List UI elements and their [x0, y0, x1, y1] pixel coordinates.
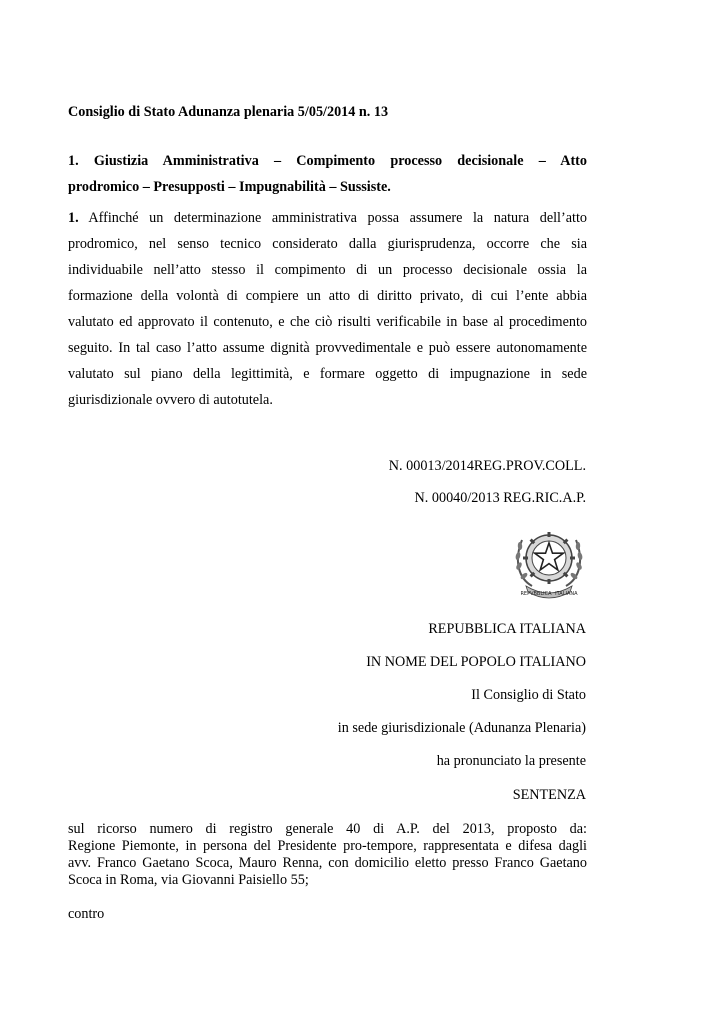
contro-label: contro — [68, 906, 105, 922]
heading-repubblica-italiana: REPUBBLICA ITALIANA — [428, 621, 586, 637]
massima-text-1: Affinché un determinazione amministrativa possa assumere la natura dell’atto — [88, 210, 587, 226]
heading-consiglio-di-stato: Il Consiglio di Stato — [471, 687, 586, 703]
ricorso-line-3: avv. Franco Gaetano Scoca, Mauro Renna, con domicilio eletto presso Franco Gaetano — [68, 855, 587, 871]
ricorso-line-4: Scoca in Roma, via Giovanni Paisiello 55; — [68, 872, 309, 888]
massima-paragraph-line-1 — [68, 209, 587, 227]
massima-heading-line-1: 1. Giustizia Amministrativa – Compimento processo decisionale – Atto — [68, 153, 587, 169]
svg-text:REPVBBLICA ITALIANA — [520, 591, 578, 597]
massima-paragraph-line-6: seguito. In tal caso l’atto assume dignità provvedimentale e può essere autonomamente — [68, 340, 587, 356]
registry-ric-ap: N. 00040/2013 REG.RIC.A.P. — [414, 490, 586, 506]
massima-number: 1. — [68, 210, 79, 226]
registry-prov-coll: N. 00013/2014REG.PROV.COLL. — [388, 458, 586, 474]
heading-sentenza: SENTENZA — [512, 787, 586, 803]
massima-paragraph-line-8: giurisdizionale ovvero di autotutela. — [68, 392, 273, 408]
heading-ha-pronunciato: ha pronunciato la presente — [436, 753, 586, 769]
emblem-ribbon-text-bottom: ITALIANA — [555, 591, 578, 597]
heading-sede-giurisdizionale: in sede giurisdizionale (Adunanza Plenaria) — [337, 720, 586, 736]
massima-paragraph-line-5: valutato ed approvato il contenuto, e che ciò risulti verificabile in base al procedimento — [68, 314, 587, 330]
ricorso-line-2: Regione Piemonte, in persona del Presidente pro-tempore, rappresentata e difesa dagli — [68, 838, 587, 854]
massima-paragraph-line-7: valutato sul piano della legittimità, e formare oggetto di impugnazione in sede — [68, 366, 587, 382]
heading-in-nome-del-popolo: IN NOME DEL POPOLO ITALIANO — [366, 654, 586, 670]
massima-paragraph-line-3: individuabile nell’atto stesso il compimento di un processo decisionale ossia la — [68, 262, 587, 278]
emblem-ribbon-text-top: REPVBBLICA — [520, 591, 552, 597]
ricorso-line-1: sul ricorso numero di registro generale 40 di A.P. del 2013, proposto da: — [68, 821, 587, 837]
massima-paragraph-line-4: formazione della volontà di compiere un atto di diritto privato, di cui l’ente abbia — [68, 288, 587, 304]
massima-paragraph-line-2: prodromico, nel senso tecnico considerato dalla giurisprudenza, occorre che sia — [68, 236, 587, 252]
italian-republic-emblem-icon — [512, 522, 586, 602]
massima-heading-line-2: prodromico – Presupposti – Impugnabilità – Sussiste. — [68, 179, 391, 195]
document-title: Consiglio di Stato Adunanza plenaria 5/05/2014 n. 13 — [68, 104, 389, 120]
